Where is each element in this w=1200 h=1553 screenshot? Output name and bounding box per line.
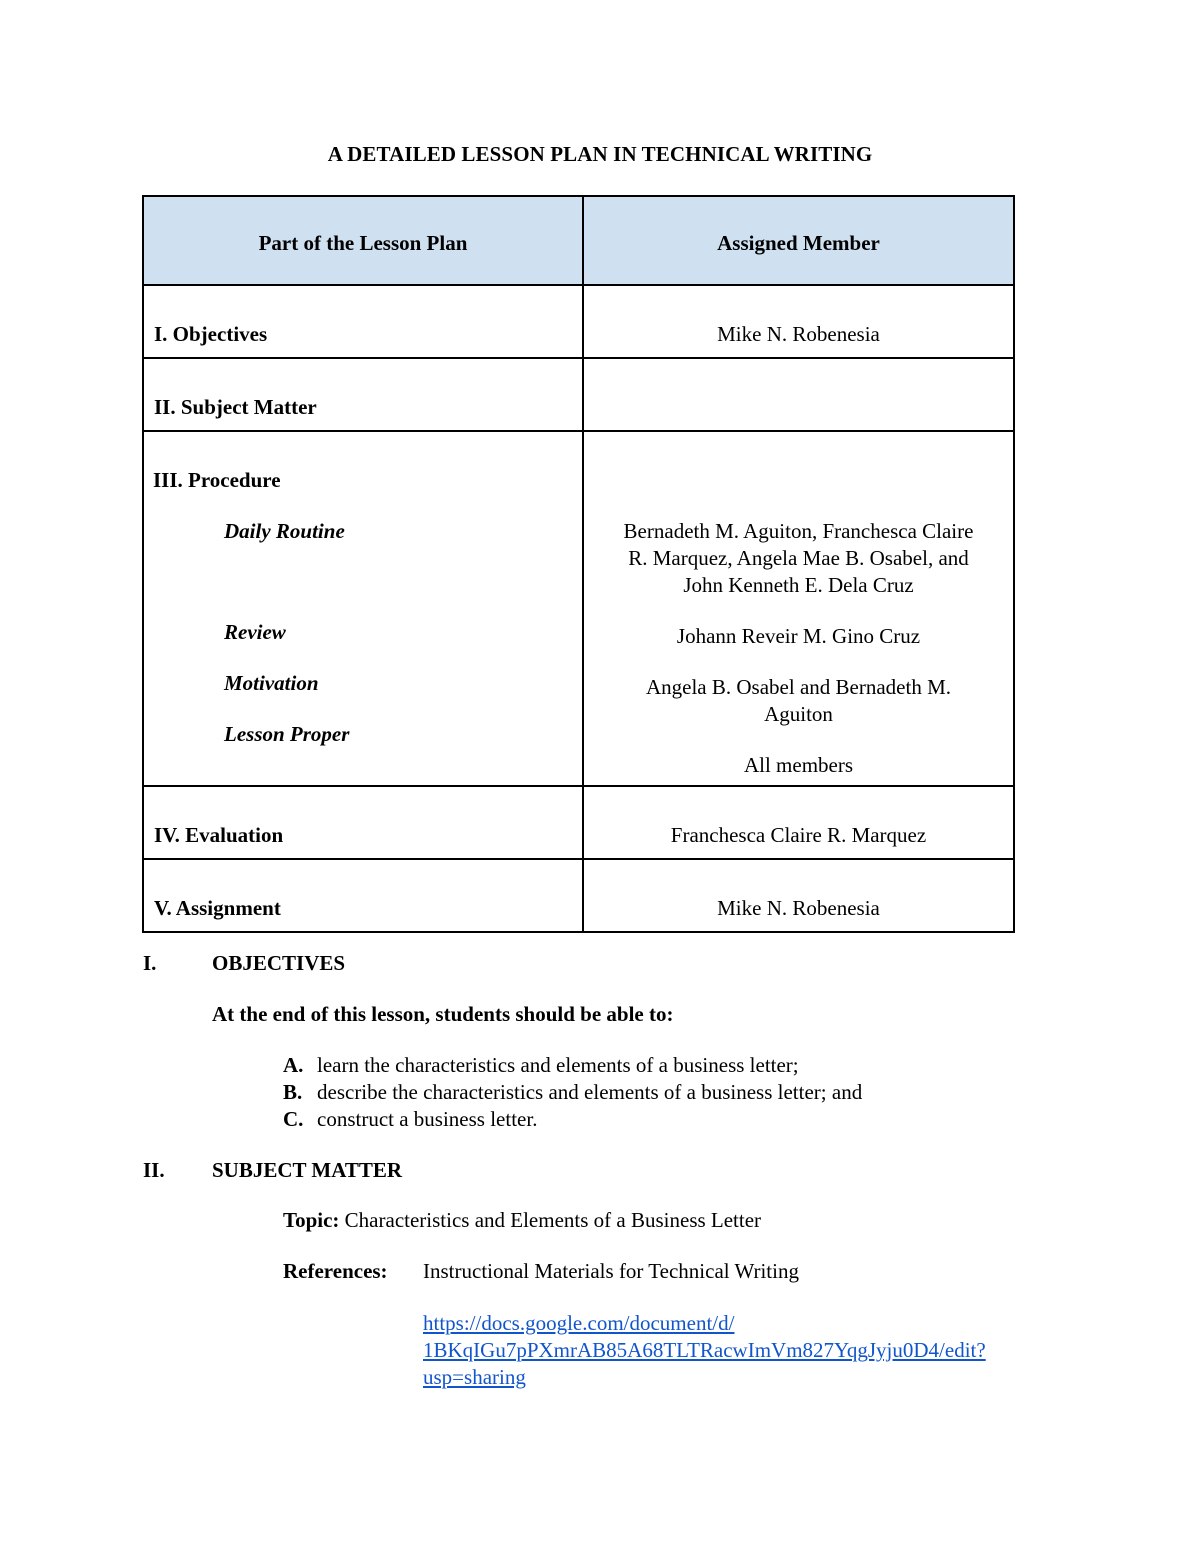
part-cell: I. Objectives: [143, 285, 583, 358]
table-row: [143, 859, 1014, 932]
list-text: construct a business letter.: [317, 1107, 538, 1131]
part-cell: V. Assignment: [143, 859, 583, 932]
reference-link-line[interactable]: https://docs.google.com/document/d/: [423, 1311, 735, 1335]
list-letter: A.: [283, 1053, 304, 1077]
references-value: Instructional Materials for Technical Writing: [423, 1259, 799, 1283]
subpart-lesson-proper: Lesson Proper: [224, 722, 350, 746]
references-label: References:: [283, 1259, 388, 1283]
part-cell: IV. Evaluation: [143, 786, 583, 859]
objectives-heading: OBJECTIVES: [212, 951, 346, 975]
procedure-label: III. Procedure: [153, 468, 281, 492]
part-cell: II. Subject Matter: [143, 358, 583, 431]
document-title: A DETAILED LESSON PLAN IN TECHNICAL WRITING: [327, 142, 873, 166]
topic-line: [283, 1208, 761, 1233]
member-motivation-line: Aguiton: [764, 702, 833, 726]
reference-link-line[interactable]: usp=sharing: [423, 1365, 526, 1389]
member-motivation-line: Angela B. Osabel and Bernadeth M.: [645, 675, 951, 699]
lesson-plan-table: [142, 195, 1015, 933]
table-row: [143, 786, 1014, 859]
subject-matter-heading: SUBJECT MATTER: [212, 1158, 403, 1182]
reference-link[interactable]: [423, 1310, 986, 1391]
subpart-motivation: Motivation: [224, 671, 319, 695]
table-row: [143, 285, 1014, 358]
member-lesson-proper: All members: [743, 753, 854, 777]
member-daily-routine-line: R. Marquez, Angela Mae B. Osabel, and: [628, 546, 969, 570]
column-header-part: Part of the Lesson Plan: [143, 196, 583, 285]
procedure-part-cell: [143, 431, 583, 786]
member-review: Johann Reveir M. Gino Cruz: [676, 624, 921, 648]
list-letter: B.: [283, 1080, 303, 1104]
member-cell: Mike N. Robenesia: [583, 285, 1014, 358]
member-cell: [583, 358, 1014, 431]
topic-value: Characteristics and Elements of a Business Letter: [344, 1208, 762, 1232]
objectives-numeral: I.: [143, 951, 157, 975]
subject-matter-numeral: II.: [143, 1158, 165, 1182]
member-cell: Franchesca Claire R. Marquez: [583, 786, 1014, 859]
table-row-procedure: [143, 431, 1014, 786]
list-letter: C.: [283, 1107, 304, 1131]
table-row: [143, 358, 1014, 431]
topic-label: Topic:: [283, 1208, 340, 1232]
subpart-review: Review: [224, 620, 286, 644]
list-item: [283, 1107, 537, 1132]
column-header-member: Assigned Member: [583, 196, 1014, 285]
reference-link-line[interactable]: 1BKqIGu7pPXmrAB85A68TLTRacwImVm827YqgJyju0D4/edit?: [423, 1338, 986, 1362]
subpart-daily-routine: Daily Routine: [224, 519, 345, 543]
member-daily-routine-line: Bernadeth M. Aguiton, Franchesca Claire: [623, 519, 974, 543]
member-daily-routine-line: John Kenneth E. Dela Cruz: [683, 573, 914, 597]
list-text: describe the characteristics and elements of a business letter; and: [317, 1080, 863, 1104]
list-text: learn the characteristics and elements of a business letter;: [317, 1053, 799, 1077]
member-cell: Mike N. Robenesia: [583, 859, 1014, 932]
table-header-row: [143, 196, 1014, 285]
procedure-member-cell: [583, 431, 1014, 786]
list-item: [283, 1080, 862, 1105]
objectives-intro: At the end of this lesson, students should be able to:: [212, 1002, 674, 1026]
list-item: [283, 1053, 799, 1078]
